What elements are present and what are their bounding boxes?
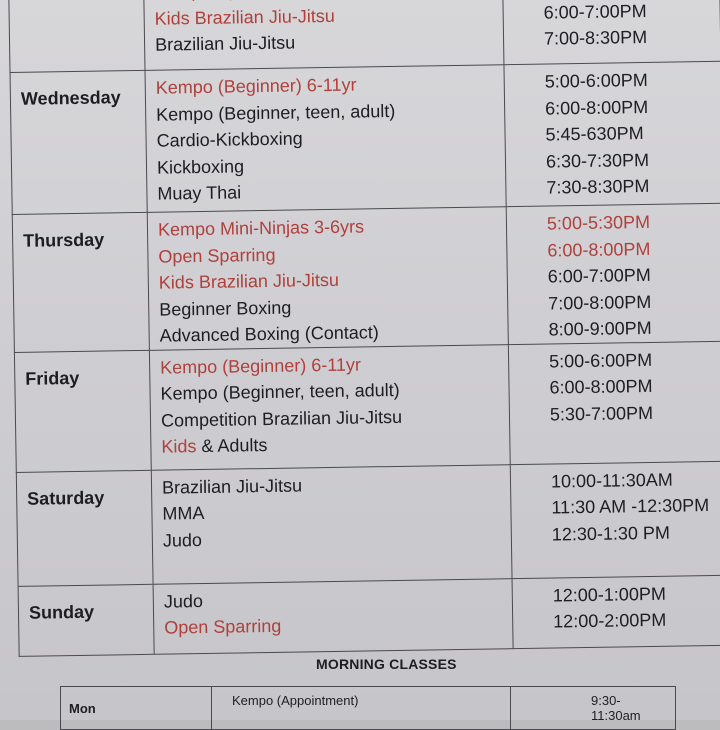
schedule-row	[14, 341, 720, 472]
class-name: Judo	[162, 529, 203, 551]
class-time: 5:30-7:00PM	[549, 402, 654, 425]
class-name: Brazilian Jiu-Jitsu	[154, 32, 296, 55]
class-time: 6:00-8:00PM	[549, 375, 653, 398]
class-time: 7:00-8:00PM	[548, 291, 652, 314]
class-time: 6:30-7:30PM	[545, 149, 650, 172]
classes-cell	[147, 207, 508, 350]
class-name: Kempo (Beginner, teen, adult)	[160, 379, 400, 404]
class-name: Kids Brazilian Jiu-Jitsu	[154, 5, 335, 29]
classes-cell	[143, 0, 503, 70]
day-cell: Thursday	[12, 212, 149, 352]
morning-classes-title: MORNING CLASSES	[316, 656, 457, 672]
times-cell	[508, 341, 720, 464]
class-name: Competition Brazilian Jiu-Jitsu	[160, 406, 403, 431]
schedule-row	[12, 203, 720, 352]
class-time: 7:30-8:30PM	[546, 175, 650, 198]
class-time: 10:00-11:30AM	[550, 469, 673, 492]
morning-day: Mon	[61, 687, 212, 730]
class-name: Kickboxing	[156, 155, 245, 178]
morning-classes-table	[60, 686, 676, 730]
class-name: Muay Thai	[157, 182, 242, 204]
class-time: 5:00-6:00PM	[544, 69, 648, 92]
class-name: Kempo (Beginner) 6-11yr	[155, 74, 357, 98]
times-cell	[512, 575, 720, 648]
class-name-part: Kids	[161, 436, 197, 457]
times-cell	[506, 203, 720, 344]
class-name: Kids Brazilian Jiu-Jitsu	[158, 269, 340, 293]
class-time: 12:00-2:00PM	[553, 609, 667, 632]
morning-row	[61, 687, 676, 730]
class-name: Cardio-Kickboxing	[156, 128, 303, 151]
class-time: 8:00-9:00PM	[548, 317, 652, 340]
class-time: 5:45-630PM	[545, 123, 644, 145]
class-time: 6:00-7:00PM	[543, 0, 647, 23]
class-time: 11:30 AM -12:30PM	[551, 495, 710, 518]
class-name: Kempo (Beginner, teen, adult)	[156, 100, 396, 125]
schedule-table	[8, 0, 720, 656]
schedule-row	[18, 575, 720, 656]
times-cell	[510, 461, 720, 578]
schedule-row	[10, 61, 720, 214]
class-name: Kempo (Beginner) 6-11yr	[160, 354, 362, 378]
class-time: 5:00-5:30PM	[546, 211, 651, 234]
day-cell	[9, 0, 145, 72]
day-cell: Wednesday	[10, 70, 147, 214]
class-name: Brazilian Jiu-Jitsu	[161, 474, 303, 498]
class-time: 7:00-8:30PM	[543, 26, 648, 49]
class-name-part: & Adults	[196, 434, 268, 457]
class-name: Advanced Boxing (Contact)	[159, 322, 379, 346]
morning-time: 9:30-11:30am	[511, 687, 676, 730]
class-time: 6:00-8:00PM	[544, 96, 649, 119]
class-name: Beginner Boxing	[159, 297, 292, 320]
class-time: 5:00-6:00PM	[548, 349, 653, 372]
times-cell	[504, 61, 720, 206]
classes-cell	[145, 65, 506, 213]
morning-class: Kempo (Appointment)	[212, 687, 511, 730]
class-time: 12:30-1:30 PM	[551, 522, 671, 545]
class-name	[161, 428, 509, 460]
class-time: 6:00-8:00PM	[547, 238, 651, 261]
class-name: Open Sparring	[164, 615, 282, 638]
class-name: Open Sparring	[158, 244, 276, 267]
classes-cell	[149, 344, 510, 470]
class-name: Judo	[163, 590, 204, 612]
class-time: 6:00-7:00PM	[547, 264, 651, 287]
classes-cell	[151, 464, 512, 584]
day-cell: Friday	[14, 350, 151, 472]
classes-cell	[153, 578, 513, 654]
class-time: 12:00-1:00PM	[552, 583, 667, 606]
class-name: Kempo Mini-Ninjas 3-6yrs	[157, 216, 365, 240]
schedule-row	[16, 461, 720, 586]
class-name: MMA	[162, 502, 205, 524]
times-cell	[502, 0, 720, 65]
day-cell: Saturday	[16, 470, 153, 586]
schedule-row	[9, 0, 720, 72]
day-cell: Sunday	[18, 584, 154, 656]
